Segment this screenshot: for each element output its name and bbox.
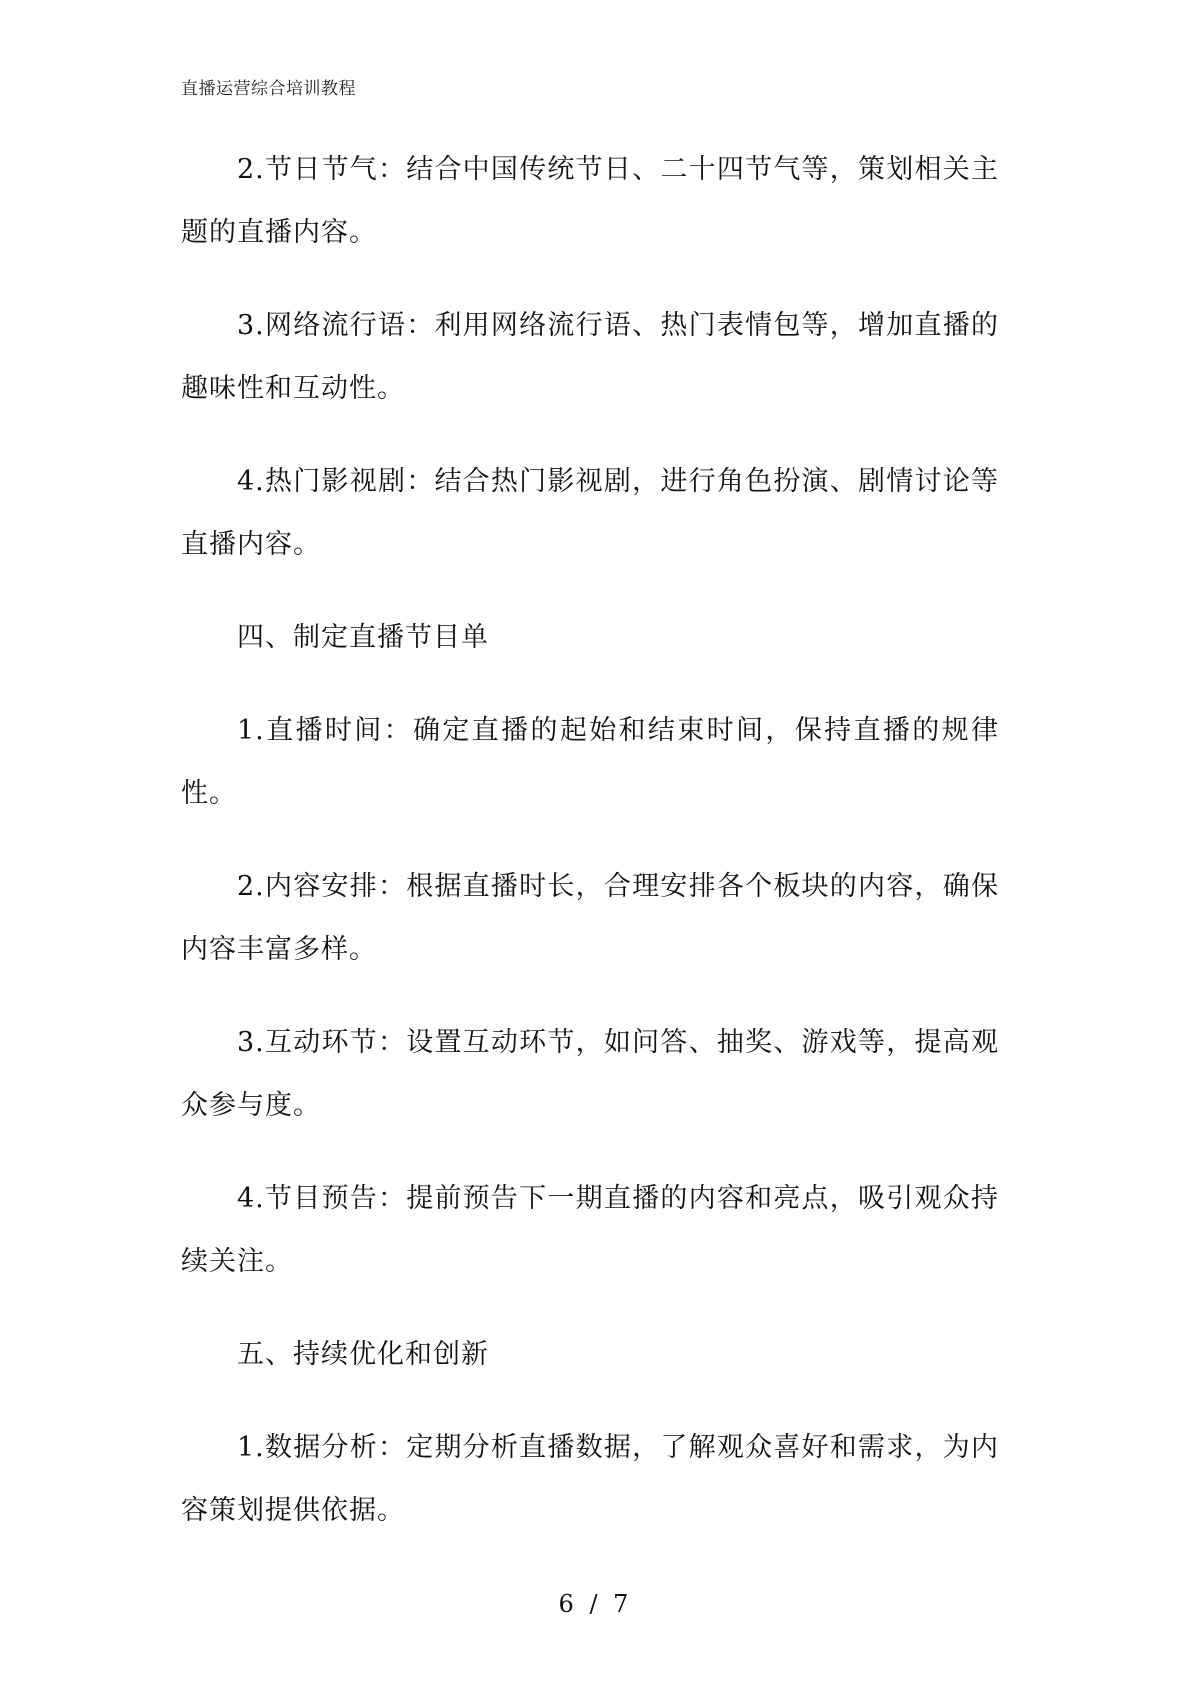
paragraph-internet-slang: 3.网络流行语：利用网络流行语、热门表情包等，增加直播的趣味性和互动性。 bbox=[181, 310, 999, 404]
paragraph-content-arrangement: 2.内容安排：根据直播时长，合理安排各个板块的内容，确保内容丰富多样。 bbox=[181, 871, 999, 965]
paragraph-popular-dramas: 4.热门影视剧：结合热门影视剧，进行角色扮演、剧情讨论等直播内容。 bbox=[181, 466, 999, 560]
running-header: 直播运营综合培训教程 bbox=[181, 79, 356, 99]
page-number: 6 / 7 bbox=[558, 1590, 633, 1618]
paragraph-interaction: 3.互动环节：设置互动环节，如问答、抽奖、游戏等，提高观众参与度。 bbox=[181, 1027, 999, 1121]
section-heading-program-schedule: 四、制定直播节目单 bbox=[237, 622, 489, 653]
page-content bbox=[181, 138, 999, 1572]
section-heading-optimization: 五、持续优化和创新 bbox=[237, 1339, 489, 1370]
paragraph-festivals: 2.节日节气：结合中国传统节日、二十四节气等，策划相关主题的直播内容。 bbox=[181, 154, 999, 248]
paragraph-data-analysis: 1.数据分析：定期分析直播数据，了解观众喜好和需求，为内容策划提供依据。 bbox=[181, 1432, 999, 1526]
paragraph-live-time: 1.直播时间：确定直播的起始和结束时间，保持直播的规律性。 bbox=[181, 715, 999, 809]
paragraph-program-preview: 4.节目预告：提前预告下一期直播的内容和亮点，吸引观众持续关注。 bbox=[181, 1183, 999, 1277]
